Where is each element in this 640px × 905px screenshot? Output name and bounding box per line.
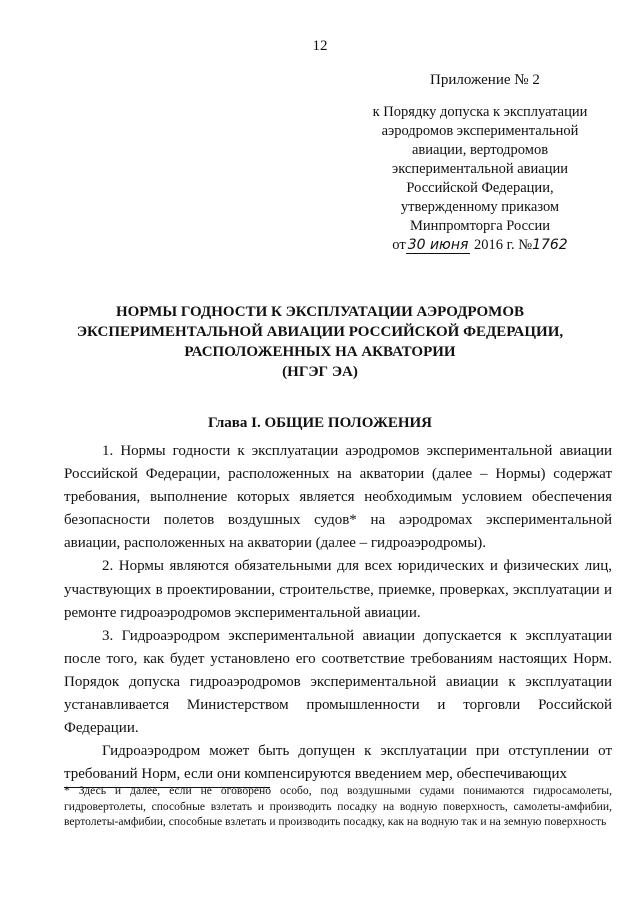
appendix-line: к Порядку допуска к эксплуатации bbox=[372, 104, 588, 120]
paragraph: Гидроаэродром может быть допущен к эксплуатации при отступлении от требований Норм, если они компенсируются введением мер, обеспечивающих bbox=[64, 743, 612, 783]
title-line: (НГЭГ ЭА) bbox=[282, 364, 358, 380]
paragraph: 1. Нормы годности к эксплуатации аэродромов экспериментальной авиации Российской Федерации, расположенных на акватории (далее – Нормы) содержат требования, выполнение которых является необходимым условием обеспечения безопасности полетов воздушных судов* на аэродромах экспериментальной авиации, расположенных на акватории (далее – гидроаэродромы). bbox=[64, 443, 612, 552]
handwritten-date: 30 июня bbox=[407, 237, 469, 253]
title-line: ЭКСПЕРИМЕНТАЛЬНОЙ АВИАЦИИ РОССИЙСКОЙ ФЕДЕРАЦИИ, bbox=[76, 324, 564, 340]
body-text bbox=[64, 440, 612, 786]
appendix-line: аэродромов экспериментальной bbox=[381, 123, 579, 139]
page-number: 12 bbox=[312, 38, 328, 54]
appendix-line: экспериментальной авиации bbox=[392, 161, 568, 177]
appendix-line: Российской Федерации, bbox=[406, 180, 554, 196]
document-title bbox=[40, 302, 600, 382]
chapter-heading: Глава I. ОБЩИЕ ПОЛОЖЕНИЯ bbox=[208, 415, 432, 431]
title-line: РАСПОЛОЖЕННЫХ НА АКВАТОРИИ bbox=[184, 344, 456, 360]
appendix-title: Приложение № 2 bbox=[430, 72, 540, 88]
appendix-line: авиации, вертодромов bbox=[411, 142, 549, 158]
date-suffix: 2016 г. № bbox=[470, 237, 533, 253]
footnote: * Здесь и далее, если не оговорено особо, под воздушными судами понимаются гидросамолеты, гидровертолеты, способные взлетать и производить посадку на водную поверхность, самолеты-амфибии, вертолеты-амфибии, способные взлетать и производить посадку, как на водную так и на земную поверхность bbox=[64, 784, 612, 828]
order-date-line bbox=[362, 236, 598, 255]
appendix-line: Минпромторга России bbox=[410, 218, 550, 234]
date-prefix: от bbox=[392, 237, 406, 253]
title-line: НОРМЫ ГОДНОСТИ К ЭКСПЛУАТАЦИИ АЭРОДРОМОВ bbox=[115, 304, 525, 320]
handwritten-order-number: 1762 bbox=[532, 237, 568, 253]
appendix-reference bbox=[362, 103, 598, 255]
appendix-line: утвержденному приказом bbox=[400, 199, 560, 215]
paragraph: 3. Гидроаэродром экспериментальной авиации допускается к эксплуатации после того, как будет установлено его соответствие требованиям настоящих Норм. Порядок допуска гидроаэродромов экспериментальной авиации к эксплуатации устанавливается Министерством промышленности и торговли Российской Федерации. bbox=[64, 627, 612, 737]
paragraph: 2. Нормы являются обязательными для всех юридических и физических лиц, участвующих в проектировании, строительстве, приемке, проверках, эксплуатации и ремонте гидроаэродромов экспериментальной авиации. bbox=[64, 558, 612, 621]
